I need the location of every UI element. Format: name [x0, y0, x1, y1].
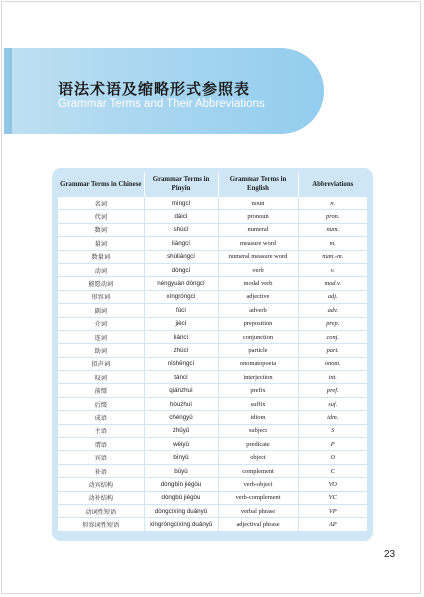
- cell-chinese-term: 形容词: [58, 290, 144, 303]
- table-row: [58, 197, 367, 210]
- cell-chinese-term: 动词: [58, 263, 144, 276]
- cell-chinese-term: 量词: [58, 237, 144, 250]
- cell-pinyin: dàicí: [144, 210, 218, 223]
- cell-chinese-term: 形容词性短语: [58, 518, 144, 531]
- cell-pinyin: dòngcí: [144, 263, 218, 276]
- cell-abbreviation: n.: [298, 197, 367, 210]
- cell-chinese-term: 代词: [58, 210, 144, 223]
- cell-chinese-term: 前缀: [58, 384, 144, 397]
- table-row: [58, 250, 367, 263]
- table-row: [58, 317, 367, 330]
- cell-abbreviation: VO: [298, 478, 367, 491]
- cell-chinese-term: 谓语: [58, 438, 144, 451]
- cell-pinyin: qiánzhuì: [144, 384, 218, 397]
- cell-pinyin: jiècí: [144, 317, 218, 330]
- cell-chinese-term: 成语: [58, 411, 144, 424]
- cell-english-term: pronoun: [218, 210, 298, 223]
- column-header-pinyin: Grammar Terms in Pinyin: [144, 172, 218, 197]
- cell-pinyin: nǐshēngcí: [144, 357, 218, 370]
- table-row: [58, 263, 367, 276]
- cell-abbreviation: P: [298, 438, 367, 451]
- table-header-row: [58, 172, 367, 197]
- table-row: [58, 478, 367, 491]
- cell-english-term: suffix: [218, 397, 298, 410]
- table-row: [58, 464, 367, 477]
- cell-pinyin: bǔyǔ: [144, 464, 218, 477]
- table-row: [58, 504, 367, 517]
- cell-abbreviation: pron.: [298, 210, 367, 223]
- column-header-abbreviation: Abbreviations: [312, 180, 354, 188]
- table-row: [58, 290, 367, 303]
- column-header-chinese: Grammar Terms in Chinese: [58, 172, 144, 197]
- cell-chinese-term: 动宾结构: [58, 478, 144, 491]
- terms-table-container: [52, 168, 373, 541]
- table-row: [58, 424, 367, 437]
- cell-english-term: idiom: [218, 411, 298, 424]
- cell-chinese-term: 能愿动词: [58, 277, 144, 290]
- cell-chinese-term: 叹词: [58, 371, 144, 384]
- cell-chinese-term: 名词: [58, 197, 144, 210]
- cell-abbreviation: part.: [298, 344, 367, 357]
- cell-chinese-term: 主语: [58, 424, 144, 437]
- cell-pinyin: tàncí: [144, 371, 218, 384]
- cell-abbreviation: idm.: [298, 411, 367, 424]
- cell-chinese-term: 数量词: [58, 250, 144, 263]
- banner-edge: [4, 48, 12, 134]
- cell-chinese-term: 动词性短语: [58, 504, 144, 517]
- cell-abbreviation: num.: [298, 223, 367, 236]
- table-row: [58, 210, 367, 223]
- cell-abbreviation: suf.: [298, 397, 367, 410]
- cell-pinyin: xíngróngcí: [144, 290, 218, 303]
- table-row: [58, 223, 367, 236]
- cell-abbreviation: AP: [298, 518, 367, 531]
- cell-english-term: onomatopoeia: [218, 357, 298, 370]
- table-row: [58, 237, 367, 250]
- table-row: [58, 411, 367, 424]
- cell-chinese-term: 助词: [58, 344, 144, 357]
- cell-abbreviation: onom.: [298, 357, 367, 370]
- cell-chinese-term: 数词: [58, 223, 144, 236]
- cell-english-term: verb-complement: [218, 491, 298, 504]
- cell-english-term: particle: [218, 344, 298, 357]
- table-row: [58, 397, 367, 410]
- cell-pinyin: fùcí: [144, 304, 218, 317]
- cell-english-term: preposition: [218, 317, 298, 330]
- cell-chinese-term: 拟声词: [58, 357, 144, 370]
- cell-english-term: prefix: [218, 384, 298, 397]
- table-row: [58, 438, 367, 451]
- cell-pinyin: zhùcí: [144, 344, 218, 357]
- cell-abbreviation: adj.: [298, 290, 367, 303]
- table-row: [58, 491, 367, 504]
- cell-abbreviation: pref.: [298, 384, 367, 397]
- cell-abbreviation: conj.: [298, 330, 367, 343]
- cell-pinyin: liàngcí: [144, 237, 218, 250]
- grammar-terms-table: [58, 172, 367, 531]
- cell-abbreviation: VC: [298, 491, 367, 504]
- table-row: [58, 384, 367, 397]
- cell-pinyin: míngcí: [144, 197, 218, 210]
- cell-pinyin: hòuzhuì: [144, 397, 218, 410]
- cell-english-term: noun: [218, 197, 298, 210]
- cell-english-term: interjection: [218, 371, 298, 384]
- cell-pinyin: shùliàngcí: [144, 250, 218, 263]
- column-header-english: Grammar Terms in English: [218, 172, 298, 197]
- cell-chinese-term: 后缀: [58, 397, 144, 410]
- cell-english-term: adjective: [218, 290, 298, 303]
- cell-abbreviation: S: [298, 424, 367, 437]
- page-number: 23: [384, 549, 396, 560]
- cell-pinyin: wèiyǔ: [144, 438, 218, 451]
- cell-abbreviation: int.: [298, 371, 367, 384]
- cell-english-term: verb: [218, 263, 298, 276]
- table-row: [58, 518, 367, 531]
- cell-pinyin: bīnyǔ: [144, 451, 218, 464]
- cell-abbreviation: C: [298, 464, 367, 477]
- cell-chinese-term: 宾语: [58, 451, 144, 464]
- cell-english-term: measure word: [218, 237, 298, 250]
- table-row: [58, 357, 367, 370]
- cell-english-term: numeral: [218, 223, 298, 236]
- cell-english-term: subject: [218, 424, 298, 437]
- cell-pinyin: dòngcíxìng duǎnyǔ: [144, 504, 218, 517]
- cell-english-term: adverb: [218, 304, 298, 317]
- cell-abbreviation: adv.: [298, 304, 367, 317]
- cell-english-term: complement: [218, 464, 298, 477]
- cell-pinyin: néngyuàn dòngcí: [144, 277, 218, 290]
- cell-abbreviation: VP: [298, 504, 367, 517]
- cell-chinese-term: 动补结构: [58, 491, 144, 504]
- cell-chinese-term: 连词: [58, 330, 144, 343]
- cell-english-term: verb-object: [218, 478, 298, 491]
- table-row: [58, 277, 367, 290]
- cell-english-term: predicate: [218, 438, 298, 451]
- cell-chinese-term: 补语: [58, 464, 144, 477]
- table-row: [58, 344, 367, 357]
- cell-english-term: conjunction: [218, 330, 298, 343]
- table-row: [58, 330, 367, 343]
- cell-pinyin: dòngbīn jiégòu: [144, 478, 218, 491]
- cell-abbreviation: prep.: [298, 317, 367, 330]
- cell-pinyin: dòngbǔ jiégòu: [144, 491, 218, 504]
- cell-english-term: object: [218, 451, 298, 464]
- cell-pinyin: liáncí: [144, 330, 218, 343]
- page-title-english: Grammar Terms and Their Abbreviations: [58, 98, 265, 110]
- cell-abbreviation: mod.v.: [298, 277, 367, 290]
- cell-abbreviation: v.: [298, 263, 367, 276]
- cell-english-term: numeral measure word: [218, 250, 298, 263]
- cell-english-term: verbal phrase: [218, 504, 298, 517]
- table-row: [58, 451, 367, 464]
- page-title-chinese: 语法术语及缩略形式参照表: [58, 80, 251, 98]
- table-row: [58, 304, 367, 317]
- cell-chinese-term: 副词: [58, 304, 144, 317]
- cell-abbreviation: O: [298, 451, 367, 464]
- cell-pinyin: chéngyǔ: [144, 411, 218, 424]
- cell-pinyin: xíngróngcíxìng duǎnyǔ: [144, 518, 218, 531]
- table-row: [58, 371, 367, 384]
- cell-english-term: adjectival phrase: [218, 518, 298, 531]
- cell-abbreviation: m.: [298, 237, 367, 250]
- table-body: [58, 197, 367, 531]
- cell-english-term: modal verb: [218, 277, 298, 290]
- cell-chinese-term: 介词: [58, 317, 144, 330]
- cell-pinyin: zhǔyǔ: [144, 424, 218, 437]
- cell-pinyin: shùcí: [144, 223, 218, 236]
- cell-abbreviation: num.-m.: [298, 250, 367, 263]
